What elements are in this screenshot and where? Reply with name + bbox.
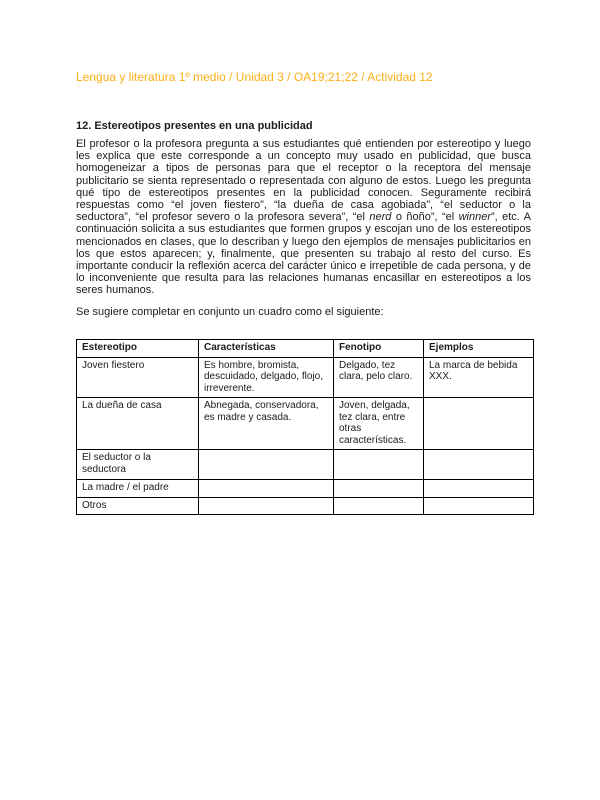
table-cell (334, 497, 424, 515)
table-cell (424, 450, 534, 480)
table-header-caracteristicas: Características (199, 340, 334, 358)
italic-term: winner (458, 211, 491, 224)
table-cell (334, 480, 424, 498)
table-cell: El seductor o la seductora (77, 450, 199, 480)
activity-description (76, 138, 531, 297)
table-header-estereotipo: Estereotipo (77, 340, 199, 358)
table-cell: La dueña de casa (77, 398, 199, 450)
table-row (77, 480, 534, 498)
suggestion-text: Se sugiere completar en conjunto un cuadro como el siguiente: (76, 306, 384, 318)
table-header-row (77, 340, 534, 358)
text-segment: o ñoño”, “el (391, 211, 459, 224)
text-segment: El profesor o la profesora pregunta a sus estudiantes qué entienden por estereotipo y luego les explica que este corresponde a un concepto muy usado en publicidad, que busca homogeneizar a tipos de personas para que el receptor o la receptora del mensaje publicitario se sienta representado o representada con alguno de estos. Luego les pregunta qué tipo de estereotipos presentes en la publicidad conocen. Seguramente recibirá respuestas como “el joven fiestero”, “la dueña de casa agobiada”, “el seductor o la seductora”, “el profesor severo o la profesora severa”, “el (76, 138, 531, 224)
table-cell (424, 398, 534, 450)
text-segment: ”, etc. A continuación solicita a sus estudiantes que formen grupos y escojan uno de los estereotipos mencionados en clases, que lo describan y luego den ejemplos de mensajes publicitarios en los que estos aparecen; y, finalmente, que presenten su trabajo al resto del curso. Es importante conducir la reflexión acerca del carácter único e irrepetible de cada persona, y de lo inconveniente que resulta para las relaciones humanas encasillar en estereotipos a los seres humanos. (76, 211, 531, 297)
table-cell: Abnegada, conservadora, es madre y casada. (199, 398, 334, 450)
activity-heading: 12. Estereotipos presentes en una publicidad (76, 120, 313, 132)
table-cell: Es hombre, bromista, descuidado, delgado, flojo, irreverente. (199, 357, 334, 398)
stereotypes-table (76, 339, 534, 515)
table-cell: Joven fiestero (77, 357, 199, 398)
breadcrumb: Lengua y literatura 1º medio / Unidad 3 / OA19;21;22 / Actividad 12 (76, 70, 433, 84)
table-cell (199, 480, 334, 498)
table-header-ejemplos: Ejemplos (424, 340, 534, 358)
table-cell (199, 450, 334, 480)
table-cell: Delgado, tez clara, pelo claro. (334, 357, 424, 398)
table-cell (424, 480, 534, 498)
table-cell (199, 497, 334, 515)
table-cell: La marca de bebida XXX. (424, 357, 534, 398)
stereotypes-table-container (76, 339, 533, 515)
table-cell (424, 497, 534, 515)
table-cell: La madre / el padre (77, 480, 199, 498)
table-row (77, 450, 534, 480)
table-cell: Otros (77, 497, 199, 515)
italic-term: nerd (369, 211, 392, 224)
table-cell (334, 450, 424, 480)
table-row (77, 398, 534, 450)
table-header-fenotipo: Fenotipo (334, 340, 424, 358)
table-body (77, 357, 534, 515)
table-row (77, 357, 534, 398)
table-head (77, 340, 534, 358)
table-cell: Joven, delgada, tez clara, entre otras características. (334, 398, 424, 450)
table-row (77, 497, 534, 515)
